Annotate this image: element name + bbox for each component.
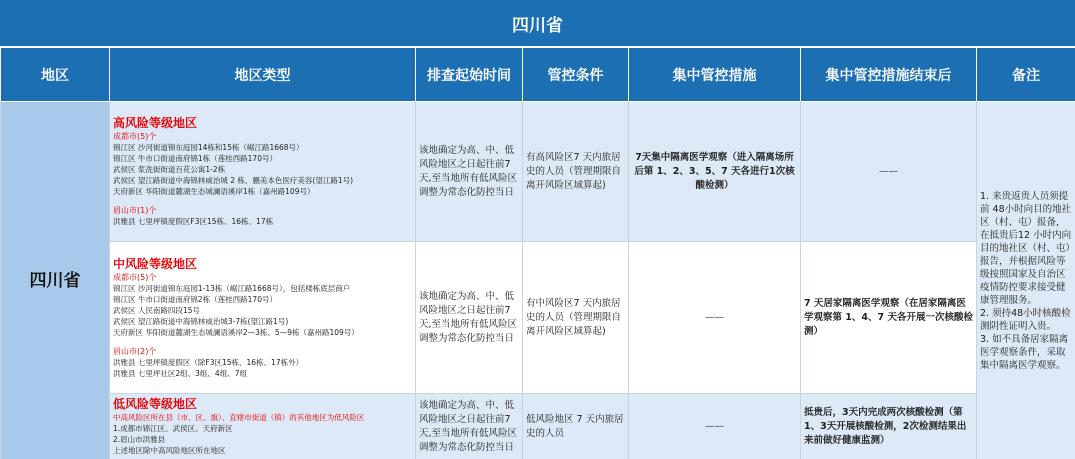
address-line: 洪雅县 七里坪镇度假区（除F3区15栋、16栋、17栋外）: [113, 357, 304, 367]
start-time-low: 该地确定为高、中、低风险地区之日起往前7天,至当地所有低风险区调整为常态化防控当日: [416, 394, 523, 459]
policy-table: [0, 47, 1075, 459]
area-type-mid: [110, 242, 416, 394]
start-time-mid: 该地确定为高、中、低风险地区之日起往前7天,至当地所有低风险区调整为常态化防控当日: [416, 242, 523, 394]
address-line: 1.成都市锦江区、武侯区、天府新区: [113, 424, 233, 433]
address-line: 2.眉山市洪雅县: [113, 435, 166, 444]
address-line: 上述地区除中高风险地区所在地区: [113, 446, 226, 455]
header-row: [1, 48, 1075, 102]
address-line: 武侯区 浆洗街街道百花公寓1-2栋: [113, 165, 226, 174]
condition-high: 有高风险区7 天内旅居史的人员（管理期限自离开风险区域算起): [523, 102, 629, 242]
type-title-mid: 中风险等级地区: [113, 256, 198, 271]
address-line: 武侯区 望江路街道中海锦林威治城 2 栋、鹏美本色医疗美容(望江路1号): [113, 176, 354, 185]
address-line: 锦江区 沙河街道锦东庭园14栋和15栋（崌江路1668号）: [113, 143, 304, 152]
header-measure: 集中管控措施: [629, 48, 801, 102]
address-line: 锦江区 沙河街道锦东庭园1-13栋（崌江路1668号），包括楼栋底层商户: [113, 283, 351, 293]
address-line: 天府新区 华阳街道麓湖生态城澜语溪岸2—3栋、5—9栋（嘉州路109号）: [113, 327, 359, 337]
region-cell: 四川省: [1, 102, 110, 459]
header-region: 地区: [1, 48, 110, 102]
measure-mid: ——: [629, 242, 801, 394]
city-label: 成都市(5)个: [113, 272, 157, 282]
after-low: 抵贵后，3天内完成两次核酸检测（第 1、3天开展核酸检测，2次检测结果出来前做好健康监测）: [801, 394, 977, 459]
low-risk-note: 中高风险区所在县（市、区、旗）、直辖市街道（镇）的其他地区为低风险区: [113, 413, 365, 422]
condition-mid: 有中风险区7 天内旅居史的人员（管理期限自离开风险区域算起): [523, 242, 629, 394]
table-row-low: [1, 394, 1075, 459]
address-line: 洪雅县 七里坪社区2组、3组、4组、7组: [113, 368, 247, 378]
address-line: 洪雅县 七里坪镇度假区F3区15栋、16栋、17栋: [113, 217, 274, 226]
measure-high: 7天集中隔离医学观察（进入隔离场所后第 1、2、3、5、7 天各进行1次核酸检测）: [629, 102, 801, 242]
city-label: 眉山市(1)个: [113, 206, 157, 215]
address-line: 天府新区 华阳街道麓湖生态城澜语溪岸1栋（嘉州路109号）: [113, 187, 315, 196]
start-time-high: 该地确定为高、中、低风险地区之日起往前7天,至当地所有低风险区调整为常态化防控当日: [416, 102, 523, 242]
address-line: 武侯区 望江路街道中海锦林威治城3-7栋(望江路1号): [113, 316, 289, 326]
table-row-high: [1, 102, 1075, 242]
sheet-title: 四川省: [0, 0, 1075, 47]
area-type-low: [110, 394, 416, 459]
type-title-high: 高风险等级地区: [113, 116, 198, 130]
table-row-mid: [1, 242, 1075, 394]
condition-low: 低风险地区 7 天内旅居史的人员: [523, 394, 629, 459]
type-title-low: 低风险等级地区: [113, 397, 198, 411]
address-line: 锦江区 牛市口街道南府锦1栋（莲桂西路170号）: [113, 154, 277, 163]
address-line: 锦江区 牛市口街道南府锦2栋（莲桂西路170号）: [113, 294, 277, 304]
header-condition: 管控条件: [523, 48, 629, 102]
area-type-high: [110, 102, 416, 242]
after-mid: 7 天居家隔离医学观察（在居家隔离医学观察第 1、4、7 天各开展一次核酸检测）: [801, 242, 977, 394]
header-area-type: 地区类型: [110, 48, 416, 102]
city-label: 眉山市(2)个: [113, 346, 157, 356]
note-item: 2. 须持48小时核酸检测阴性证明入贵。: [980, 307, 1071, 332]
notes-cell: [977, 102, 1075, 459]
header-after-measure: 集中管控措施结束后: [801, 48, 977, 102]
note-item: 3. 如不具备居家隔离医学观察条件，采取集中隔离医学观察。: [980, 333, 1069, 371]
header-start-time: 排查起始时间: [416, 48, 523, 102]
measure-low: ——: [629, 394, 801, 459]
city-label: 成都市(5)个: [113, 132, 157, 141]
address-line: 武侯区 人民南路四段15号: [113, 305, 200, 315]
after-high: ——: [801, 102, 977, 242]
header-notes: 备注: [977, 48, 1075, 102]
note-item: 1. 来贵返贵人员须提前 48小时向目的地社区（村、屯）报备，在抵贵后12 小时内向目的地社区（村、屯）报告，并根据风险等级按照国家及自治区疫情防控要求接受健康管理服务。: [980, 190, 1072, 306]
